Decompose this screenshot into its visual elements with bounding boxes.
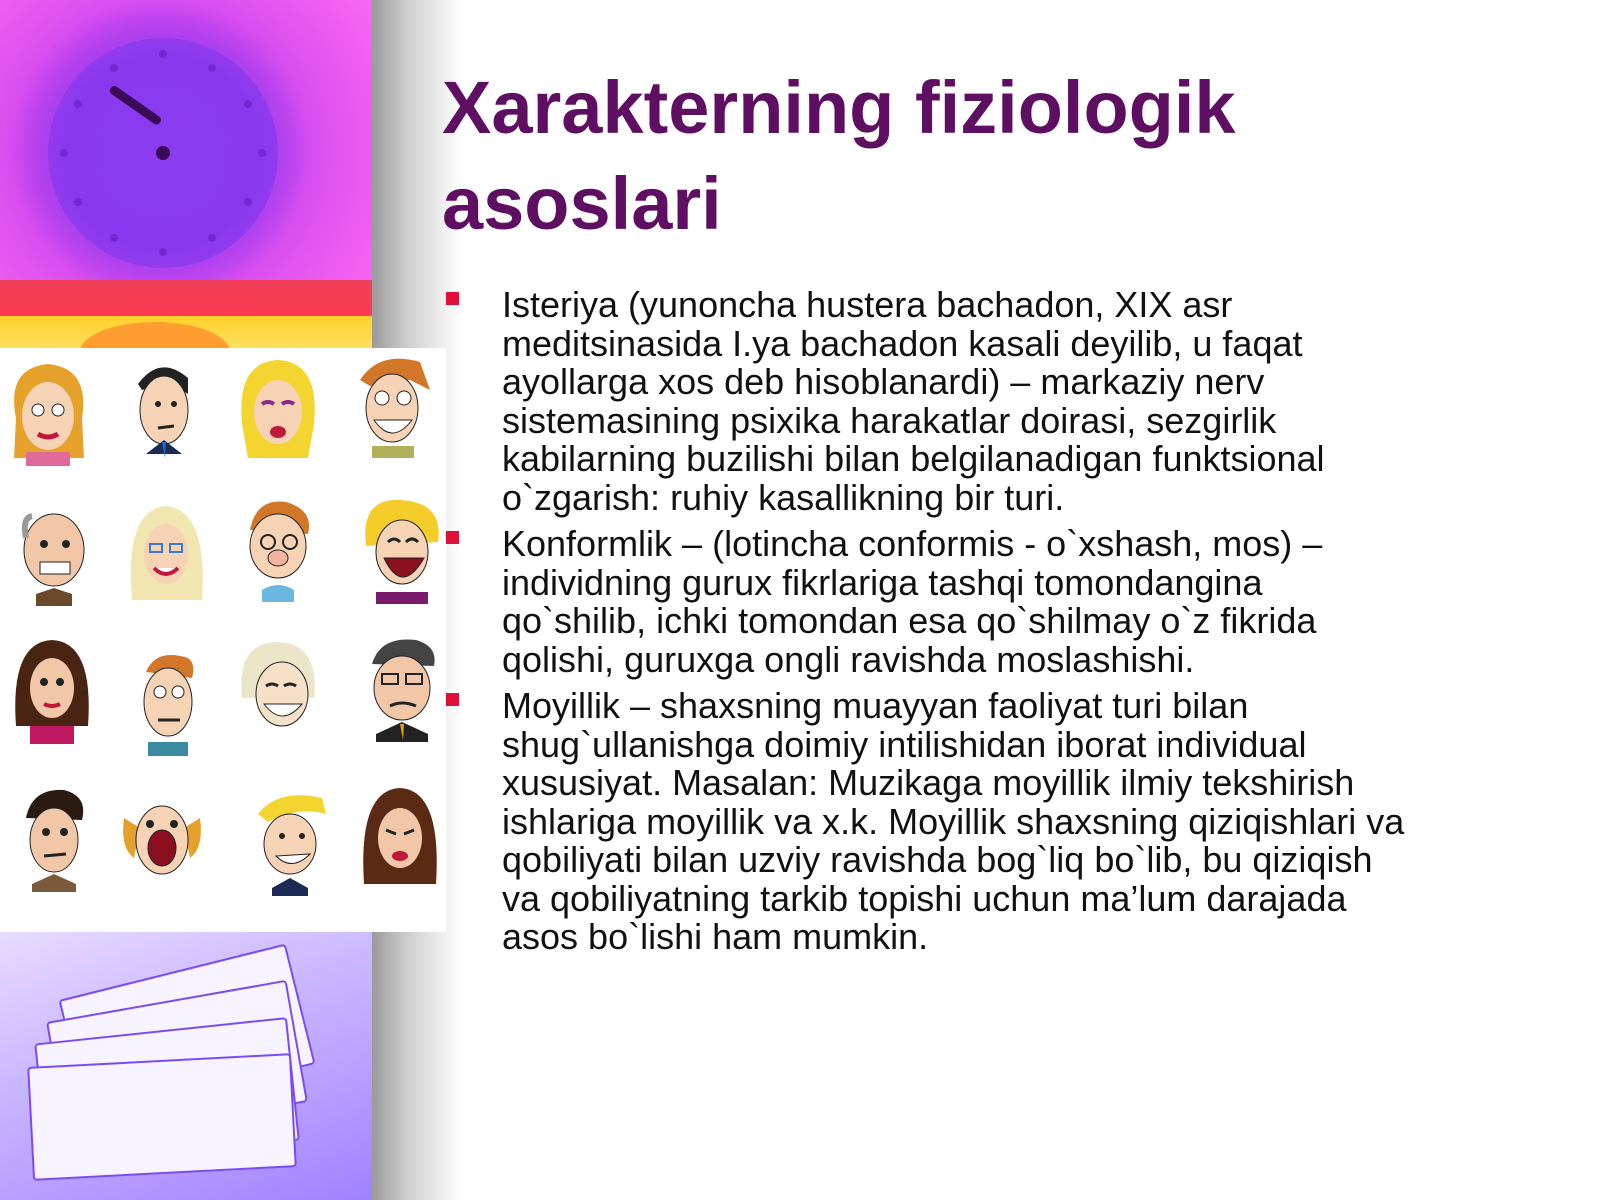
face-icon [126,648,210,756]
bullet-item [442,525,1522,679]
bullet-square-icon [446,693,459,706]
face-icon [358,784,442,892]
face-icon [360,496,444,604]
bullet-square-icon [446,292,459,305]
face-icon [10,636,94,744]
clock-icon [48,38,278,268]
bullet-text: Konformlik – (lotincha conformis - o`xshash, mos) – individning gurux fikrlariga tashqi tomondangina qo`shilib, ichki tomondan esa qo`shilmay o`z fikrida qolishi, guruxga ongli ravishda moslashishi. [502,523,1323,680]
bullet-item [442,286,1522,517]
face-icon [236,354,320,462]
face-icon [236,638,320,746]
face-icon [118,354,202,462]
bullet-text: Moyillik – shaxsning muayyan faoliyat turi bilan shug`ullanishga doimiy intilishidan iborat individual xususiyat. Masalan: Muzikaga moyillik ilmiy tekshirish ishlariga moyillik va x.k. Moyillik shaxsning qiziqishlari va qobiliyati bilan uzviy ravishda bog`liq bo`lib, bu qiziqish va qobiliyatning tarkib topishi uchun ma’lum darajada asos bo`lishi ham mumkin. [502,685,1405,957]
face-icon [6,358,90,466]
clock-photo [0,0,372,300]
cartoon-faces-image [0,348,446,932]
slide-title: Xarakterning fiziologik asoslari [442,66,1236,245]
books-photo [0,930,372,1200]
face-icon [124,500,208,608]
face-icon [248,788,332,896]
face-icon [360,634,444,742]
bullet-item [442,687,1522,957]
face-icon [12,498,96,606]
face-icon [236,494,320,602]
face-icon [120,788,204,896]
bullet-list [442,286,1522,965]
face-icon [350,350,434,458]
face-icon [12,784,96,892]
bullet-square-icon [446,531,459,544]
red-stripe [0,280,372,316]
bullet-text: Isteriya (yunoncha hustera bachadon, XIX asr meditsinasida I.ya bachadon kasali deyilib, u faqat ayollarga xos deb hisoblanardi) – markaziy nerv sistemasining psixika harakatlar doirasi, sezgirlik kabilarning buzilishi bilan belgilanadigan funktsional o`zgarish: ruhiy kasallikning bir turi. [502,284,1325,518]
